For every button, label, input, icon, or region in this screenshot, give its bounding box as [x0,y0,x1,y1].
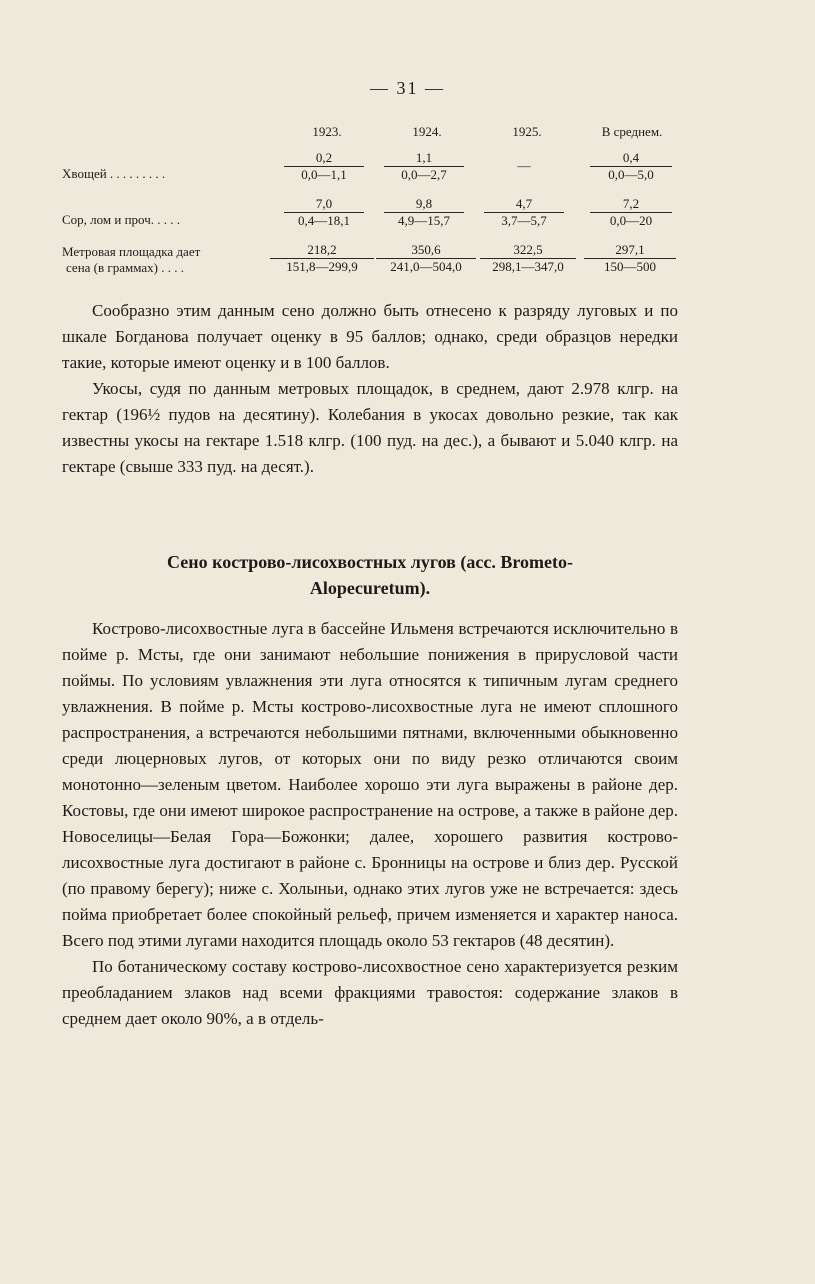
table-cell: $\frac{7,2}{0,0—20}$ [590,196,672,229]
table-cell: $\frac{297,1}{150—500}$ [584,242,676,275]
section-heading-line: Сено кострово-лисохвостных лугов (асс. Brometo- [167,552,573,572]
body-text-top [62,298,678,480]
table-cell: $\frac{4,7}{3,7—5,7}$ [484,196,564,229]
table-cell: $\frac{0,4}{0,0—5,0}$ [590,150,672,183]
table-cell: $\frac{1,1}{0,0—2,7}$ [384,150,464,183]
section-heading-line: Alopecuretum). [309,578,431,598]
table-cell-dash: — [517,158,531,173]
section-heading [62,549,678,601]
paragraph: Укосы, судя по данным метровых площадок, в среднем, дают 2.978 клгр. на гектар (196½ пудов на десятину). Колебания в укосах довольно резкие, так как известны укосы на гектаре 1.518 клгр. (100 пуд. на дес.), а бывают и 5.040 клгр. на гектаре (свыше 333 пуд. на десят.). [62,379,678,476]
row-label-plot-yield-2: сена (в граммах) . . . . [66,260,184,275]
body-text-bottom [62,616,678,1032]
table-cell: $\frac{218,2}{151,8—299,9}$ [270,242,374,275]
paragraph: Кострово-лисохвостные луга в бассейне Ильменя встречаются исключительно в пойме р. Мсты, где они занимают небольшие понижения в прирусловой части поймы. По условиям увлажнения эти луга относятся к типичным лугам среднего увлажнения. В пойме р. Мсты кострово-лисохвостные луга не имеют сплошного распространения, а встречаются небольшими пятнами, включенными обыкновенно среди люцерновых лугов, от которых они по виду резко отличаются своим монотонно—зеленым цветом. Наиболее хорошо эти луга выражены в районе дер. Костовы, где они имеют широкое распространение на острове, а также в районе дер. Новоселицы—Белая Гора—Божонки; далее, хорошего развития кострово-лисохвостные луга достигают в районе с. Бронницы на острове и близ дер. Русской (по правому берегу); ниже с. Холыньи, однако этих лугов уже не встречается: здесь пойма приобретает более спокойный рельеф, причем изменяется и характер наноса. Всего под этими лугами находится площадь около 53 гектаров (48 десятин). [62,619,678,950]
table-cell: $\frac{7,0}{0,4—18,1}$ [284,196,364,229]
row-label-debris: Сор, лом и проч. . . . . [62,212,181,227]
column-header-1924: 1924. [412,124,442,139]
column-header-1925: 1925. [512,124,542,139]
column-header-average: В среднем. [601,124,663,139]
table-cell: $\frac{350,6}{241,0—504,0}$ [376,242,476,275]
row-label-plot-yield: Метровая площадка дает [62,244,201,259]
table-cell: $\frac{322,5}{298,1—347,0}$ [480,242,576,275]
page-number: — 31 — [370,78,445,98]
row-label-horsetails: Хвощей . . . . . . . . . [62,166,166,181]
column-header-1923: 1923. [312,124,342,139]
paragraph: Сообразно этим данным сено должно быть отнесено к разряду луговых и по шкале Богданова получает оценку в 95 баллов; однако, среди образцов нередки такие, которые имеют оценку и в 100 баллов. [62,301,678,372]
table-cell: $\frac{0,2}{0,0—1,1}$ [284,150,364,183]
table-cell: $\frac{9,8}{4,9—15,7}$ [384,196,464,229]
paragraph: По ботаническому составу кострово-лисохвостное сено характеризуется резким преобладанием злаков над всеми фракциями травостоя: содержание злаков в среднем дает около 90%, а в отдель- [62,957,678,1028]
